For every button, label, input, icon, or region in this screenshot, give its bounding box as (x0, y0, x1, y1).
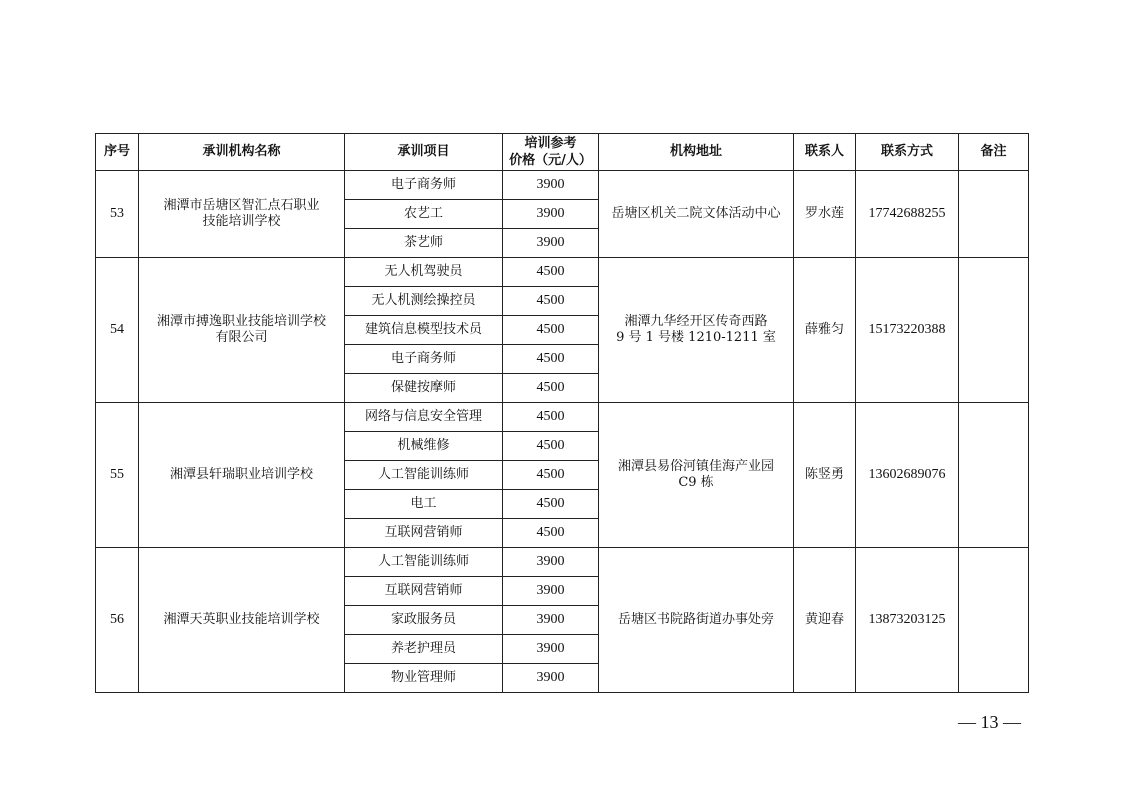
price-cell: 3900 (503, 606, 599, 635)
price-cell: 4500 (503, 287, 599, 316)
institution-name-cell (139, 548, 345, 693)
phone-cell: 15173220388 (856, 258, 959, 403)
address-cell-line1: 湘潭九华经开区传奇西路 (624, 314, 768, 329)
price-cell: 4500 (503, 345, 599, 374)
project-cell: 电子商务师 (345, 345, 503, 374)
institution-name-cell-line2: 技能培训学校 (202, 214, 281, 229)
header-remark: 备注 (959, 134, 1029, 171)
remark-cell (959, 403, 1029, 548)
table-row (96, 403, 1029, 432)
project-cell: 人工智能训练师 (345, 548, 503, 577)
project-cell: 家政服务员 (345, 606, 503, 635)
header-institution-name: 承训机构名称 (139, 134, 345, 171)
address-cell (599, 403, 794, 548)
address-cell-line2: C9 栋 (678, 475, 714, 490)
remark-cell (959, 171, 1029, 258)
phone-cell: 13602689076 (856, 403, 959, 548)
address-cell-line1: 岳塘区书院路街道办事处旁 (617, 612, 774, 627)
project-cell: 茶艺师 (345, 229, 503, 258)
price-cell: 3900 (503, 548, 599, 577)
header-address: 机构地址 (599, 134, 794, 171)
header-price-line1: 培训参考 (524, 136, 577, 151)
project-cell: 无人机测绘操控员 (345, 287, 503, 316)
project-cell: 建筑信息模型技术员 (345, 316, 503, 345)
address-cell (599, 548, 794, 693)
institution-name-cell-line1: 湘潭市岳塘区智汇点石职业 (163, 198, 320, 213)
price-cell: 4500 (503, 490, 599, 519)
header-price (503, 134, 599, 171)
institution-name-cell (139, 258, 345, 403)
price-cell: 4500 (503, 432, 599, 461)
page-number: — 13 — (958, 712, 1021, 732)
project-cell: 电工 (345, 490, 503, 519)
contact-cell: 罗水莲 (794, 171, 856, 258)
price-cell: 4500 (503, 403, 599, 432)
price-cell: 4500 (503, 258, 599, 287)
project-cell: 机械维修 (345, 432, 503, 461)
institution-name-cell (139, 403, 345, 548)
header-price-line2: 价格（元/人） (509, 153, 592, 168)
price-cell: 4500 (503, 374, 599, 403)
project-cell: 人工智能训练师 (345, 461, 503, 490)
phone-cell: 17742688255 (856, 171, 959, 258)
price-cell: 3900 (503, 200, 599, 229)
institution-name-cell-line2: 有限公司 (215, 330, 268, 345)
training-institutions-table (95, 133, 1029, 693)
header-seq: 序号 (96, 134, 139, 171)
project-cell: 养老护理员 (345, 635, 503, 664)
project-cell: 互联网营销师 (345, 519, 503, 548)
remark-cell (959, 258, 1029, 403)
header-contact: 联系人 (794, 134, 856, 171)
seq-cell: 56 (96, 548, 139, 693)
price-cell: 4500 (503, 519, 599, 548)
table-row (96, 171, 1029, 200)
contact-cell: 陈竖勇 (794, 403, 856, 548)
price-cell: 4500 (503, 461, 599, 490)
header-project: 承训项目 (345, 134, 503, 171)
price-cell: 3900 (503, 635, 599, 664)
header-phone: 联系方式 (856, 134, 959, 171)
institution-name-cell-line1: 湘潭县轩瑞职业培训学校 (169, 467, 313, 482)
phone-cell: 13873203125 (856, 548, 959, 693)
project-cell: 农艺工 (345, 200, 503, 229)
table-body (96, 171, 1029, 693)
project-cell: 保健按摩师 (345, 374, 503, 403)
project-cell: 互联网营销师 (345, 577, 503, 606)
address-cell-line1: 湘潭县易俗河镇佳海产业园 (617, 459, 774, 474)
project-cell: 无人机驾驶员 (345, 258, 503, 287)
institution-name-cell (139, 171, 345, 258)
address-cell-line1: 岳塘区机关二院文体活动中心 (611, 206, 781, 221)
table-row (96, 258, 1029, 287)
seq-cell: 54 (96, 258, 139, 403)
project-cell: 物业管理师 (345, 664, 503, 693)
institution-name-cell-line1: 湘潭天英职业技能培训学校 (163, 612, 320, 627)
address-cell-line2: 9 号 1 号楼 1210-1211 室 (616, 330, 776, 345)
price-cell: 3900 (503, 229, 599, 258)
table-header-row (96, 134, 1029, 171)
seq-cell: 53 (96, 171, 139, 258)
table-row (96, 548, 1029, 577)
project-cell: 电子商务师 (345, 171, 503, 200)
address-cell (599, 258, 794, 403)
price-cell: 3900 (503, 577, 599, 606)
seq-cell: 55 (96, 403, 139, 548)
price-cell: 3900 (503, 171, 599, 200)
address-cell (599, 171, 794, 258)
remark-cell (959, 548, 1029, 693)
institution-name-cell-line1: 湘潭市搏逸职业技能培训学校 (156, 314, 326, 329)
contact-cell: 薛雅匀 (794, 258, 856, 403)
price-cell: 4500 (503, 316, 599, 345)
price-cell: 3900 (503, 664, 599, 693)
contact-cell: 黄迎春 (794, 548, 856, 693)
project-cell: 网络与信息安全管理 (345, 403, 503, 432)
